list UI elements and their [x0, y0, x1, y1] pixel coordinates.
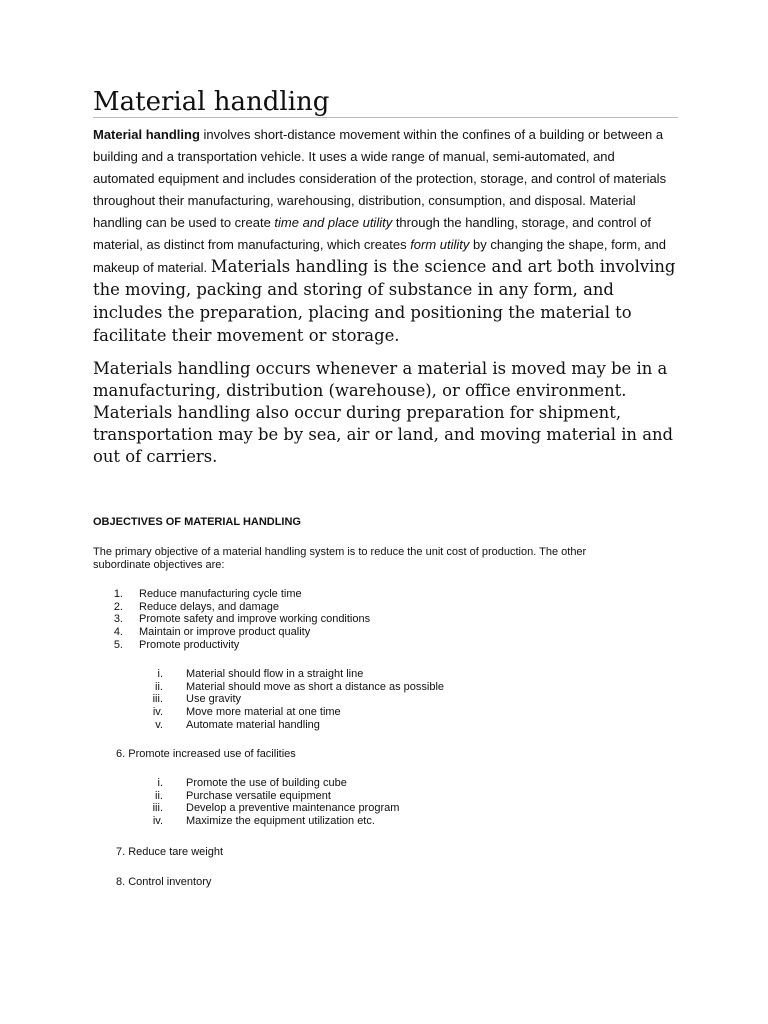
list-text: Maximize the equipment utilization etc.	[186, 815, 375, 828]
intro-serif-tail: Materials handling is the science and art both involving the moving, packing and storing of substance in any form, and includes the preparation, placing and positioning the material to facilitate their movement or storage.	[93, 257, 676, 345]
intro-lead-term: Material handling	[93, 127, 200, 142]
list-text: Move more material at one time	[186, 706, 341, 719]
list-item	[93, 706, 593, 719]
list-text: Promote the use of building cube	[186, 777, 347, 789]
intro-text-2: through the handling, storage, and control of material, as distinct from manufacturing, which creates	[93, 215, 651, 252]
list-text: Promote productivity	[139, 638, 240, 651]
list-text: Develop a preventive maintenance program	[186, 802, 400, 815]
list-item	[93, 601, 593, 614]
list-item	[93, 815, 593, 828]
list-text: Reduce manufacturing cycle time	[139, 588, 302, 600]
list-number: 5.	[113, 638, 123, 651]
title-divider	[93, 117, 678, 118]
list-number: 2.	[113, 600, 123, 613]
list-number: iv.	[152, 815, 163, 828]
objective-item-6: 6. Promote increased use of facilities	[116, 748, 296, 760]
list-number: 4.	[113, 626, 123, 639]
intro-text-3: by changing the shape, form, and makeup of material.	[93, 237, 666, 275]
list-number: iv.	[152, 706, 163, 719]
objectives-heading: OBJECTIVES OF MATERIAL HANDLING	[93, 516, 301, 528]
list-text: Reduce delays, and damage	[139, 600, 280, 613]
facilities-sub-list	[93, 777, 593, 828]
list-text: Material should flow in a straight line	[186, 668, 364, 680]
list-item	[93, 802, 593, 815]
list-item	[93, 777, 593, 790]
objective-item-8: 8. Control inventory	[116, 876, 212, 888]
list-item	[93, 719, 593, 732]
list-number: ii.	[155, 680, 163, 693]
list-number: 3.	[113, 613, 123, 626]
list-item	[93, 693, 593, 706]
list-text: Material should move as short a distance as possible	[186, 680, 445, 693]
intro-text-1: involves short-distance movement within the confines of a building or between a building and a transportation vehicle. It uses a wide range of manual, semi-automated, and automated equipment and includes consideration of the protection, storage, and control of materials throughout their manufacturing, warehousing, distribution, consumption, and disposal. Material handling can be used to create	[93, 127, 667, 230]
list-text: Purchase versatile equipment	[186, 789, 331, 802]
list-item	[93, 613, 593, 626]
list-number: ii.	[155, 789, 163, 802]
list-number: iii.	[152, 693, 163, 706]
list-text: Use gravity	[186, 693, 242, 706]
list-item	[93, 639, 593, 652]
list-number: i.	[157, 777, 163, 789]
list-number: v.	[155, 718, 163, 731]
list-text: Automate material handling	[186, 718, 320, 731]
list-number: i.	[157, 668, 163, 680]
list-item	[93, 626, 593, 639]
objective-item-7: 7. Reduce tare weight	[116, 846, 224, 858]
intro-italic-1: time and place utility	[274, 215, 393, 230]
list-text: Promote safety and improve working conditions	[139, 613, 371, 626]
list-item	[93, 588, 593, 601]
list-item	[93, 790, 593, 803]
page-title: Material handling	[93, 87, 330, 117]
list-text: Maintain or improve product quality	[139, 626, 311, 639]
list-number: iii.	[152, 802, 163, 815]
list-item	[93, 681, 593, 694]
objectives-intro: The primary objective of a material handling system is to reduce the unit cost of production. The other subordinate objectives are:	[93, 546, 587, 571]
list-item	[93, 668, 593, 681]
intro-italic-2: form utility	[410, 237, 470, 252]
objectives-main-list	[93, 588, 593, 651]
intro-paragraph	[93, 124, 678, 348]
productivity-sub-list	[93, 668, 593, 731]
list-number: 1.	[113, 588, 123, 600]
paragraph-2: Materials handling occurs whenever a material is moved may be in a manufacturing, distribution (warehouse), or office environment. Materials handling also occur during preparation for shipment, transportation may be by sea, air or land, and moving material in and out of carriers.	[93, 359, 674, 466]
